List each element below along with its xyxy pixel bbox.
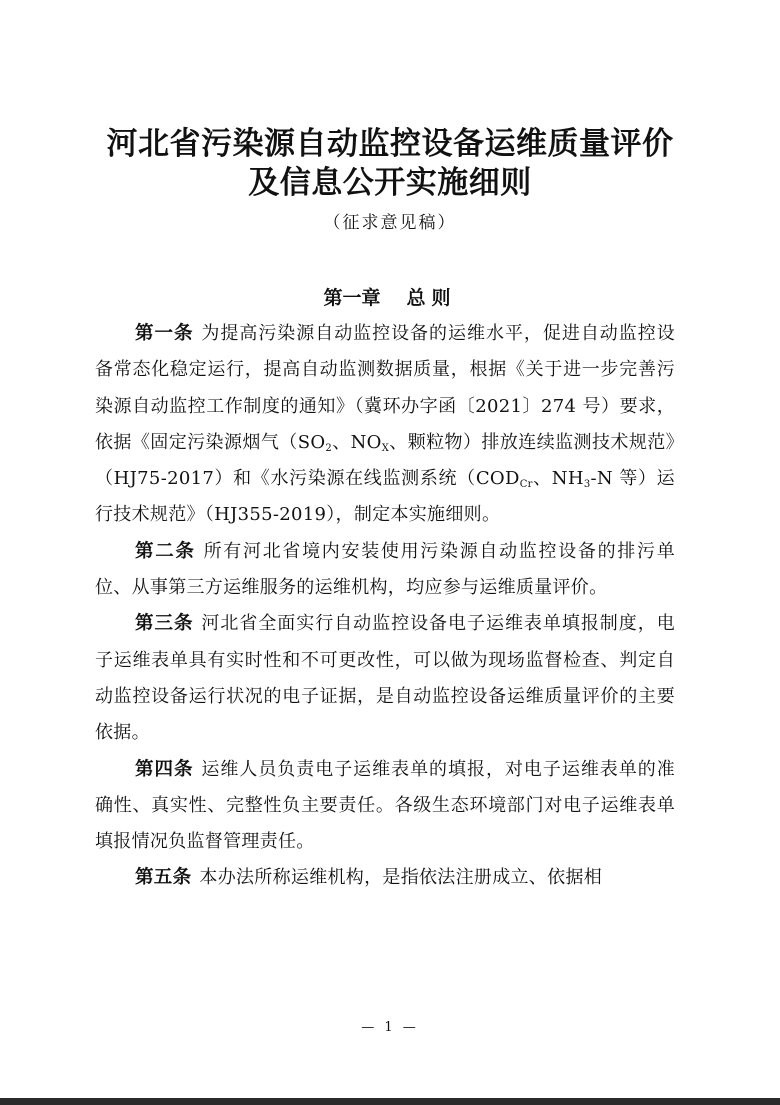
article-text: 所有河北省境内安装使用污染源自动监控设备的排污单位、从事第三方运维服务的运维机构，均应参与运维质量评价。 (95, 540, 675, 599)
chapter-name: 总则 (406, 287, 457, 309)
article-text: 、颗粒物）排放连续监测技术规范》（HJ75-2017）和《水污染源在线监测系统（COD (95, 431, 675, 490)
subscript-so2: 2 (325, 442, 333, 454)
article-text: 、NO (332, 431, 382, 453)
article-3 (95, 606, 675, 751)
article-4 (95, 752, 675, 861)
article-text: 本办法所称运维机构，是指依法注册成立、依据相 (199, 867, 603, 889)
subscript-nox: X (381, 442, 390, 454)
chapter-heading (0, 285, 780, 311)
article-text: 为提高污染源自动监控设备的运维水平，促进自动监控设备常态化稳定运行，提高自动监测数据质量，根据《关于进一步完善污染源自动监控工作制度的通知》（冀环办字函〔2021〕274 号）要求，依据《固定污染源烟气（SO (95, 323, 676, 453)
article-1 (95, 316, 675, 534)
article-text: 河北省全面实行自动监控设备电子运维表单填报制度，电子运维表单具有实时性和不可更改性，可以做为现场监督检查、判定自动监控设备运行状况的电子证据，是自动监控设备运维质量评价的主要依据。 (95, 613, 676, 744)
document-title-line1: 河北省污染源自动监控设备运维质量评价 (106, 126, 674, 162)
article-label: 第五条 (135, 867, 192, 889)
article-label: 第二条 (135, 540, 196, 562)
subscript-nh3: 3 (583, 479, 591, 491)
document-subtitle: （征求意见稿） (323, 213, 457, 233)
article-5 (95, 860, 675, 896)
chapter-number: 第一章 (323, 287, 381, 309)
page-number: — 1 — (361, 1020, 419, 1035)
article-2 (95, 534, 675, 607)
document-title-line2: 及信息公开实施细则 (248, 165, 532, 201)
page-bottom-border (0, 1098, 780, 1105)
article-label: 第四条 (135, 758, 194, 780)
article-text: -N 等）运行技术规范》（HJ355-2019），制定本实施细则。 (95, 468, 675, 526)
subscript-cod: Cr (519, 479, 533, 491)
article-label: 第三条 (135, 613, 194, 635)
article-text: 、NH (532, 468, 584, 490)
document-body (95, 316, 675, 897)
article-text: 运维人员负责电子运维表单的填报，对电子运维表单的准确性、真实性、完整性负主要责任。各级生态环境部门对电子运维表单填报情况负监督管理责任。 (95, 758, 676, 853)
article-label: 第一条 (135, 323, 194, 344)
